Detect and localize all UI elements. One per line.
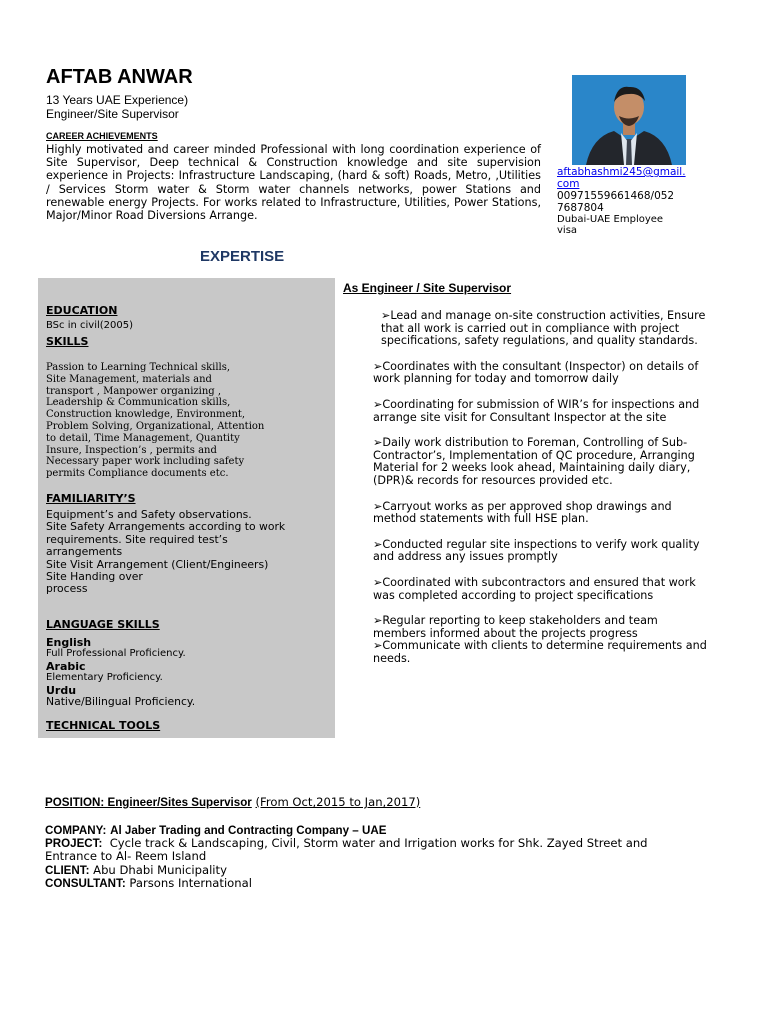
list-item: ➢Regular reporting to keep stakeholders and team members informed about the projects progress	[373, 614, 658, 640]
language-english: English	[46, 636, 92, 649]
achievements-text: Highly motivated and career minded Professional with long coordination experience of Site Supervisor, Deep technical & Construction knowledge and site supervision experience in Projects: Infrastructure Landscaping, (hard & soft) Roads, Metro, ,Utilities / Services Storm water & Storm water channels networks, power Stations and renewable energy Projects. For works related to Infrastructure, Utilities, Power Stations, Major/Minor Road Diversions Arrange.	[46, 143, 541, 223]
list-item: ➢Lead and manage on-site construction activities, Ensure that all work is carried out in compliance with project specifications, safety regulations, and quality standards.	[381, 309, 706, 348]
sidebar-panel	[38, 278, 335, 738]
expertise-heading: EXPERTISE	[200, 248, 285, 265]
language-arabic-level: Elementary Proficiency.	[46, 672, 163, 683]
achievements-heading: CAREER ACHIEVEMENTS	[46, 131, 158, 141]
role-line: Engineer/Site Supervisor	[46, 107, 179, 121]
familiarity-list: Equipment’s and Safety observations. Site Safety Arrangements according to work requirements. Site required test’s arrangements Site Visit Arrangement (Client/Engineers) Site Handing over process	[46, 508, 286, 596]
client-label: CLIENT:	[45, 863, 90, 877]
consultant-line	[45, 877, 735, 890]
language-urdu: Urdu	[46, 684, 77, 697]
list-item: ➢Daily work distribution to Foreman, Controlling of Sub-Contractor’s, Implementation of QC procedure, Arranging Material for 2 weeks look ahead, Maintaining daily diary,(DPR)& records for resources provided etc.	[373, 436, 695, 487]
position-line	[45, 796, 420, 809]
phone-number: 00971559661468/052 7687804	[557, 190, 675, 214]
responsibilities-list	[373, 310, 713, 678]
experience-line: 13 Years UAE Experience)	[46, 93, 189, 107]
position-dates: (From Oct,2015 to Jan,2017)	[255, 795, 421, 809]
language-english-level: Full Professional Proficiency.	[46, 648, 186, 659]
consultant-label: CONSULTANT:	[45, 876, 126, 890]
candidate-name: AFTAB ANWAR	[46, 66, 193, 88]
list-item: ➢Conducted regular site inspections to verify work quality and address any issues promptly	[373, 537, 700, 564]
skills-list: Passion to Learning Technical skills, Site Management, materials and transport , Manpower organizing , Leadership & Communication skills, Construction knowledge, Environment, Problem Solving, Organizational, Attention to detail, Time Management, Quantity Insure, Inspection’s , permits and Necessary paper work including safety permits Compliance documents etc.	[46, 362, 265, 480]
profile-photo	[572, 75, 686, 165]
tools-heading: TECHNICAL TOOLS	[46, 719, 161, 732]
education-value: BSc in civil(2005)	[46, 320, 134, 331]
company-value: Al Jaber Trading and Contracting Company – UAE	[110, 824, 387, 837]
language-heading: LANGUAGE SKILLS	[46, 618, 160, 631]
contact-block	[557, 166, 707, 236]
email-link[interactable]: aftabhashmi245@gmail. com	[557, 166, 686, 190]
list-item: ➢Coordinates with the consultant (Inspector) on details of work planning for today and tomorrow daily	[373, 359, 699, 386]
client-value: Abu Dhabi Municipality	[93, 862, 227, 877]
familiarity-heading: FAMILIARITY’S	[46, 492, 136, 505]
role-section-heading: As Engineer / Site Supervisor	[343, 281, 512, 295]
skills-heading: SKILLS	[46, 335, 89, 348]
project-label: PROJECT:	[45, 837, 103, 851]
visa-status: Dubai-UAE Employee visa	[557, 214, 664, 236]
list-item: ➢Communicate with clients to determine requirements and needs.	[373, 639, 707, 665]
project-line	[45, 837, 735, 863]
list-item: ➢Carryout works as per approved shop drawings and method statements with full HSE plan.	[373, 499, 672, 526]
education-heading: EDUCATION	[46, 304, 118, 317]
list-item: ➢Coordinating for submission of WIR’s for inspections and arrange site visit for Consultant Inspector at the site	[373, 397, 700, 424]
consultant-value: Parsons International	[129, 875, 252, 890]
language-arabic: Arabic	[46, 660, 86, 673]
list-item: ➢Coordinated with subcontractors and ensured that work was completed according to project specifications	[373, 575, 696, 602]
position-title: POSITION: Engineer/Sites Supervisor	[45, 796, 252, 809]
position-details	[45, 824, 735, 890]
company-label: COMPANY:	[45, 824, 107, 837]
language-urdu-level: Native/Bilingual Proficiency.	[46, 695, 196, 708]
project-value: Cycle track & Landscaping, Civil, Storm water and Irrigation works for Shk. Zayed Street and Entrance to Al- Reem Island	[45, 836, 692, 864]
